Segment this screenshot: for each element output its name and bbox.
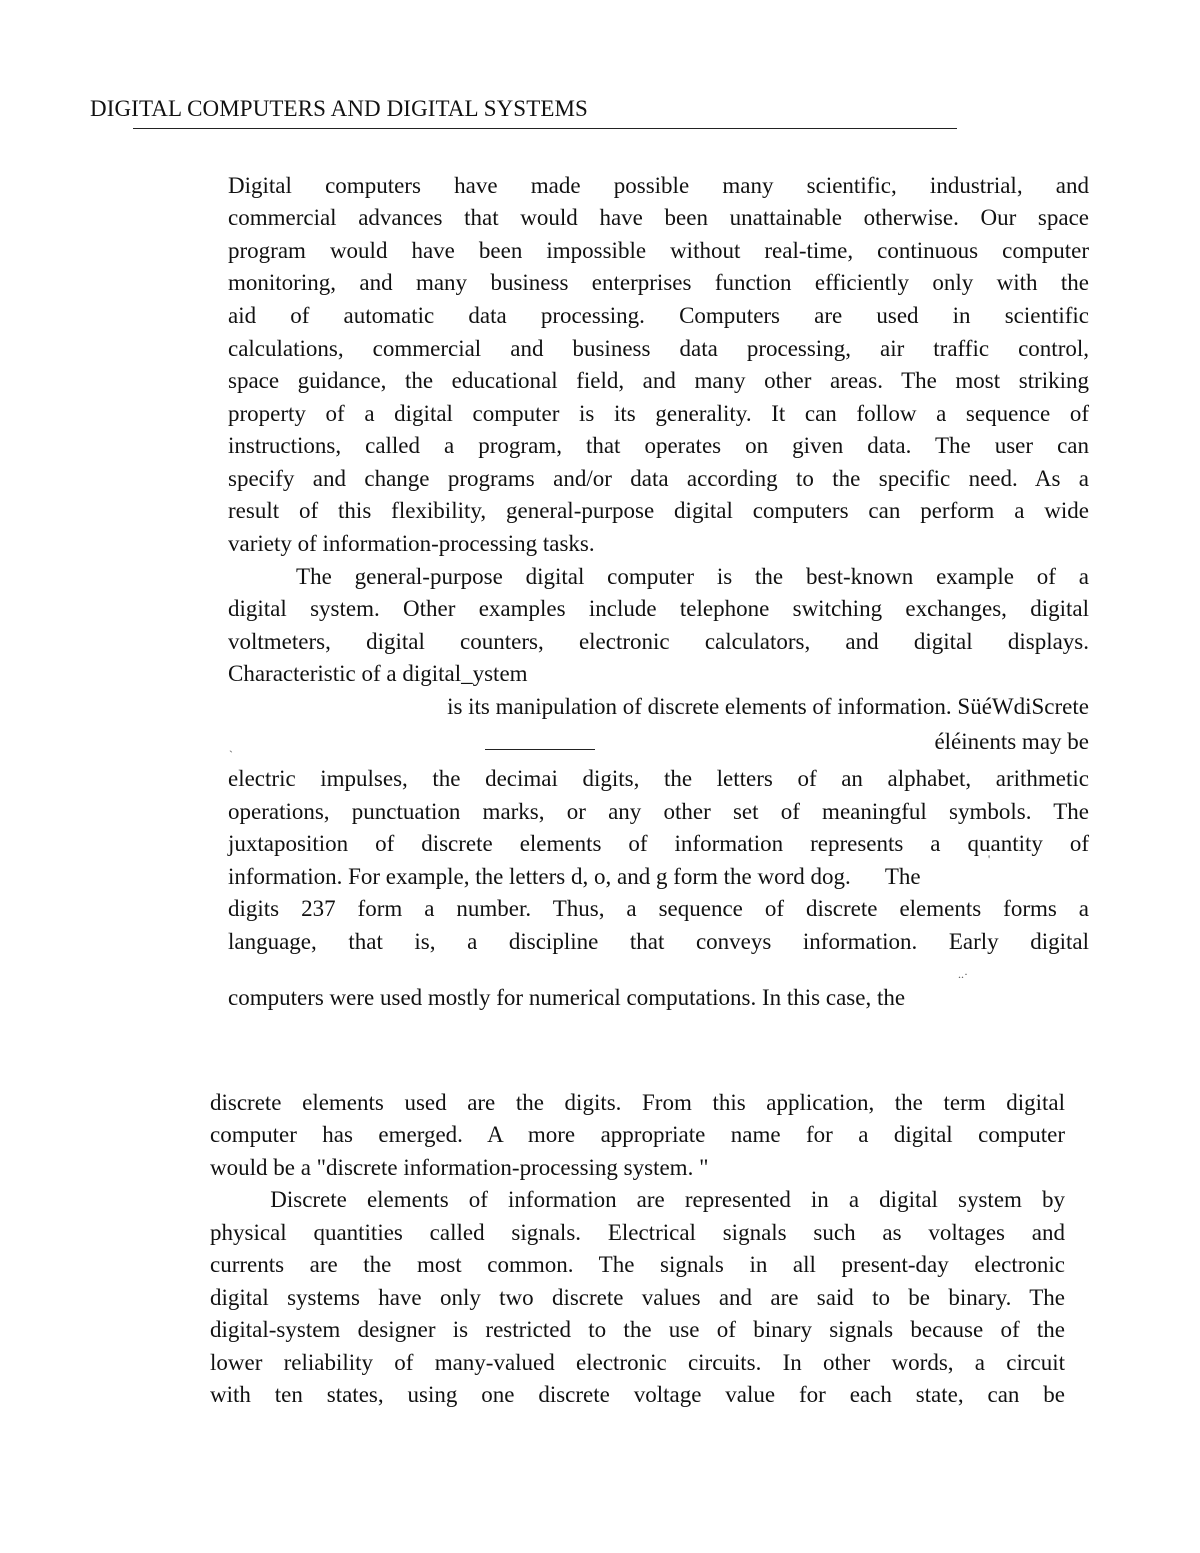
blank-rule — [485, 749, 595, 750]
paragraph-5-line-1: Discrete elements of information are represented in a digital system by — [210, 1187, 1065, 1212]
paragraph-2-line-3: voltmeters, digital counters, electronic calculators, and digital displays. — [228, 629, 1089, 654]
speck-mark: ' — [988, 852, 991, 866]
paragraph-3-line-4: information. For example, the letters d, o, and g form the word dog. The — [228, 864, 921, 889]
paragraph-1-line-9: instructions, called a program, that operates on given data. The user can — [228, 433, 1089, 458]
manipulation-line: is its manipulation of discrete elements of information. SüéWdiScrete — [447, 694, 1089, 719]
page-title: DIGITAL COMPUTERS AND DIGITAL SYSTEMS — [90, 96, 588, 121]
paragraph-1-line-7: space guidance, the educational field, and many other areas. The most striking — [228, 368, 1089, 393]
paragraph-1-line-2: commercial advances that would have been unattainable otherwise. Our space — [228, 205, 1089, 230]
paragraph-3-line-1: electric impulses, the decimai digits, the letters of an alphabet, arithmetic — [228, 766, 1089, 791]
paragraph-1-line-1: Digital computers have made possible many scientific, industrial, and — [228, 173, 1089, 198]
paragraph-2-line-1: The general-purpose digital computer is the best-known example of a — [228, 564, 1089, 589]
paragraph-2-line-2: digital system. Other examples include telephone switching exchanges, digital — [228, 596, 1089, 621]
paragraph-3-line-2: operations, punctuation marks, or any other set of meaningful symbols. The — [228, 799, 1089, 824]
tick-mark: ` — [229, 748, 233, 762]
elements-line: éléinents may be — [934, 729, 1089, 754]
paragraph-3-line-7: computers were used mostly for numerical computations. In this case, the — [228, 985, 906, 1010]
paragraph-5-line-4: digital systems have only two discrete values and are said to be binary. The — [210, 1285, 1065, 1310]
paragraph-4-line-3: would be a "discrete information-processing system. " — [210, 1155, 709, 1180]
paragraph-3-line-3: juxtaposition of discrete elements of information represents a quantity of — [228, 831, 1089, 856]
paragraph-1-line-4: monitoring, and many business enterprises function efficiently only with the — [228, 270, 1089, 295]
paragraph-3-line-5: digits 237 form a number. Thus, a sequence of discrete elements forms a — [228, 896, 1089, 921]
paragraph-1-line-10: specify and change programs and/or data according to the specific need. As a — [228, 466, 1089, 491]
paragraph-5-line-5: digital-system designer is restricted to the use of binary signals because of the — [210, 1317, 1065, 1342]
paragraph-5-line-7: with ten states, using one discrete voltage value for each state, can be — [210, 1382, 1065, 1407]
paragraph-1-line-11: result of this flexibility, general-purpose digital computers can perform a wide — [228, 498, 1089, 523]
paragraph-1-line-3: program would have been impossible without real-time, continuous computer — [228, 238, 1089, 263]
paragraph-5-line-3: currents are the most common. The signals in all present-day electronic — [210, 1252, 1065, 1277]
paragraph-1-line-12: variety of information-processing tasks. — [228, 531, 595, 556]
paragraph-5-line-6: lower reliability of many-valued electronic circuits. In other words, a circuit — [210, 1350, 1065, 1375]
paragraph-1-line-8: property of a digital computer is its generality. It can follow a sequence of — [228, 401, 1089, 426]
paragraph-4-line-1: discrete elements used are the digits. From this application, the term digital — [210, 1090, 1065, 1115]
paragraph-3-line-6: language, that is, a discipline that conveys information. Early digital — [228, 929, 1089, 954]
paragraph-1-line-6: calculations, commercial and business data processing, air traffic control, — [228, 336, 1089, 361]
dots-mark: ..· — [958, 967, 968, 981]
paragraph-5-line-2: physical quantities called signals. Electrical signals such as voltages and — [210, 1220, 1065, 1245]
paragraph-4-line-2: computer has emerged. A more appropriate name for a digital computer — [210, 1122, 1065, 1147]
title-rule — [133, 128, 957, 129]
paragraph-1-line-5: aid of automatic data processing. Computers are used in scientific — [228, 303, 1089, 328]
paragraph-2-line-4: Characteristic of a digital_ystem — [228, 661, 528, 686]
